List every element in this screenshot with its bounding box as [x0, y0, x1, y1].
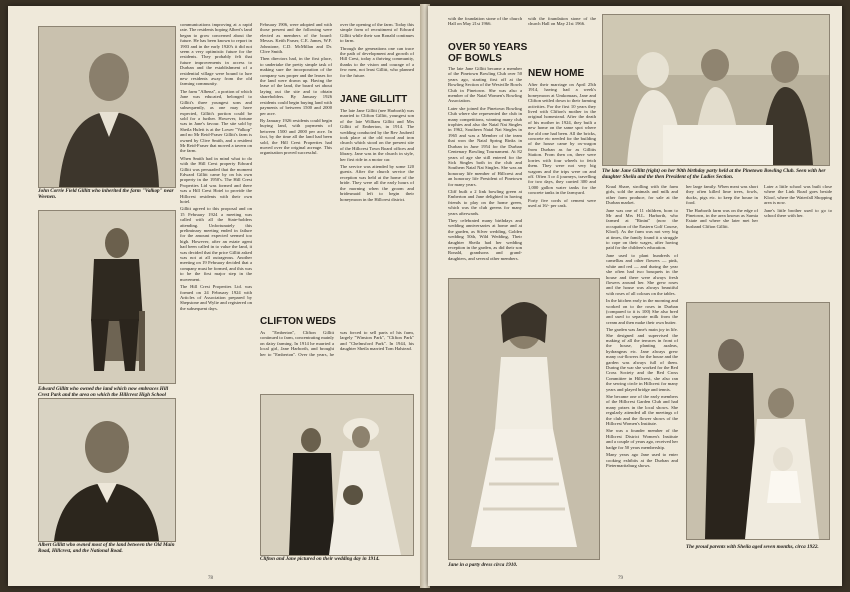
paragraph: As "Emberton", Clifton Gillitt continued to farm, concentrating mainly on dairy farming. In 1914 he married a local girl, Jane Harborth, and brought her to "Emberton". Over the years, he was forced to sell parts of his farm, largely "Winston Park", "Clifton Park" and "Chelmsford Park". In 1944, his daughter Sheila married Tom Halstead. — [260, 330, 414, 357]
paragraph: with the foundation stone of the church Hall on May 21st 1966. — [528, 16, 596, 27]
paragraph: Jane used to plant hundreds of camellias and other flowers — pink, white and red — and during the year she often had two bouquets in the house and there were always fresh flowers around her. She grew roses and the house was always beautiful with roses of all colours on the tables. — [606, 252, 678, 296]
paragraph: The farm "Albena", a portion of which Jane was educated, belonged to Gillitt's three youngest sons and subsequently, as one may have expected, Gillitt's portion could be sold for a further. However, fortune was in Jane's favour. The site sold by Sheila Hulett is at the Lower "Valkop" and no Mr Reid-Fraser Gillitt's farm is owned by Clive Smith, and a resident Mr Reid-Fraser that moved a tavern on the farm. — [180, 88, 252, 154]
paragraph: Later she joined the Pinetown Bowling Club where she represented the club in many competitions, winning many club trophies and also the Natal Nat Singles in 1962, Southern Natal Nat Singles in 1965 and was a Member of the team that won the Natal Spring Rinks in Durban in June 1954 for the Durban Centenary Bowling Tournament. At 82 years of age she still entered for the Sick Singles both in the club and Southern Natal Nat Singles. She was an honorary life member of Hillcrest and an honorary life President of Pinetown for many years. — [448, 105, 522, 187]
paragraph: with the foundation stone of the church Hall on May 21st 1966. — [448, 16, 522, 27]
paragraph: over the opening of the farm. Today this simple form of recruitment of Edward Gillitt while their son Ronald continues to farm. — [340, 22, 414, 44]
photo-wedding — [260, 394, 414, 556]
paragraph: The Hill Crest Properties Ltd. was formed on 24 February 1924 with Articles of Association prepared by Shepstone and Wylie and registered on the subsequent days. — [180, 284, 252, 311]
paragraph: She was a founder member of the Hillcrest District Women's Institute and a couple of years ago, received her badge for 50 years membership. — [606, 428, 678, 450]
left-column-3 — [260, 22, 332, 322]
right-column-1 — [448, 16, 522, 38]
paragraph: By January 1926 residents could begin buying land, with payments of between 1500 and 2000 per acre. In fact, by the time all the land had been sold, the Hill Crest Properties had moved over the original acreage. This organisation proved successful. — [260, 117, 332, 156]
right-column-1b — [448, 66, 522, 276]
photo-john-gillitt — [38, 26, 176, 188]
right-column-2 — [528, 16, 596, 72]
paragraph: her large family. When meat was short they often killed lime trees, fowls, ducks, pigs etc. to keep the house in food. — [686, 184, 758, 206]
caption-john: John Corrie Field Gillitt who inherited the farm "Valkop" near Weenen. — [38, 188, 174, 201]
paragraph: Later a little school was built close where the Link Road goes beside Kloof, where the Waterfall Shopping area is now. — [764, 184, 832, 206]
photo-albert-gillitt — [38, 398, 176, 542]
heading-clifton-weds: CLIFTON WEDS — [260, 316, 336, 327]
caption-party: The late Jane Gillitt (right) on her 90th birthday party held at the Pinetown Bowling Club. Seen with her daughter Sheila and the then President of the Ladies Section. — [602, 168, 826, 181]
paragraph: The service was attended by some 120 guests. After the church service the reception was held at the home of the bride. They were all the early hours of the morning when the groom and bridesmaid left to begin their honeymoon in the Hillcrest district. — [340, 164, 414, 202]
caption-wedding: Clifton and Jane pictured on their wedding day in 1914. — [260, 556, 380, 562]
paragraph: In the kitchen early in the morning and worked on to the roses in Durban (compared to it is 100) She also bred and used to separate milk from the cream and then make their own butter. — [606, 298, 678, 325]
paragraph: The late Jane Gillitt became a member of the Pinetown Bowling Club over 50 years ago, starting first off at the Bowling Section of the Westville Bowls Club in Pinetown. She was also a member of the Natal Women's Bowling Association. — [448, 66, 522, 104]
paragraph: She became one of the early members of the Hillcrest Garden Club and had many prizes in the local shows. She regularly attended all the meetings of the club and the flower shows of the Hillcrest Women's Institute. — [606, 394, 678, 427]
heading-over-50-years-of-bowls: OVER 50 YEARS OF BOWLS — [448, 42, 528, 64]
heading-new-home: NEW HOME — [528, 68, 585, 79]
paragraph: Gillitt agreed to this proposal and on 15 February 1924 a meeting was called with all the State-holders attending. Unfortunately this preliminary meeting ended in failure for the amount expected seemed too high. However, after an estate agent had been called in to value the land, it was decided that the price Gillitt asked was not at all outrageous. Another meeting on 19 February decided that a company must be formed, and this was to be the first major step in the movement. — [180, 206, 252, 282]
paragraph: Kraal Share, strolling with the farm girls, sold the animals and milk and other farm produce, for sale at the Durban market. — [606, 184, 678, 206]
paragraph: Through the generations one can trace the path of development and growth of Hill Crest, today a thriving community, thanks to the vision and courage of a few men, not least Gillitt, who planned for the future. — [340, 45, 414, 78]
paragraph: They celebrated many birthdays and wedding anniversaries at home and at the garden, as Silver wedding, Golden wedding 50th, Wild Wedding, Their daughter Sheila had her wedding reception in the garden, as did their son Ronald, grandsons and grand-daughters, and several other members. — [448, 217, 522, 261]
caption-albert: Albert Gillitt who owned most of the land between the Old Main Road, Hillcrest, and the National Road. — [38, 542, 175, 555]
paragraph: The garden was Jane's main joy in life. She designed and supervised the making of all the terraces in front of the house, planting azaleas, hydrangeas etc. Jane always grew many cut-flowers for the house and the garden was always full of them. During the war she worked for the Red Cross Society and the Red Cross Committee in Hillcrest, she also ran the sewing circle in Hillcrest for many years and played bridge and tennis. — [606, 327, 678, 392]
paragraph: communications improving at a rapid rate. The residents hoping Albert's land began to grow concerned about the future. He has been known to report in 1903 and in the early 1920's it did not seem a very optimistic future for the residents. They probably felt that future improvements in access to Durban and the establishment of a residential village were bound to lure new residents away from the old farming community. — [180, 22, 252, 87]
paragraph: The Harborth farm was on the edge of Pinetown, in the area known as Sarnia Estate and where she later met her husband Clifton Gillitt. — [686, 207, 758, 229]
page-number-right: 79 — [618, 576, 623, 581]
paragraph: February 1906, were adopted and with those present and the following were elected as members of the board: Messrs. Keith Fraser, C.E. James, W.F. Johnstone, C.D. McMillan and Dr. Clive Smith. — [260, 22, 332, 55]
paragraph: Jane's little brother used to go to school there with her. — [764, 207, 832, 219]
right-page — [428, 6, 842, 586]
caption-jane-dress: Jane in a party dress circa 1910. — [448, 562, 518, 568]
page-number-left: 78 — [208, 576, 213, 581]
right-column-2b — [528, 82, 596, 276]
left-column-4 — [340, 22, 414, 88]
right-column-3 — [606, 184, 678, 576]
left-column-4b — [340, 108, 414, 324]
caption-parents: The proud parents with Sheila aged seven months, circa 1922. — [686, 544, 819, 550]
paragraph: Many years ago Jane used to enter cooking exhibits at the Durban and Pietermaritzburg shows. — [606, 452, 678, 468]
left-column-2 — [180, 22, 252, 574]
photo-jane-party-dress — [448, 278, 600, 560]
paragraph: Cliff built a 2 link bowling green at Emberton and Jane delighted in having friends to play on the home green, which was the club greens for many years afterwards. — [448, 188, 522, 216]
right-column-4 — [686, 184, 758, 292]
photo-edward-gillitt — [38, 210, 176, 384]
left-page — [8, 6, 422, 586]
photo-proud-parents — [686, 302, 830, 540]
photo-birthday-party — [602, 14, 830, 166]
paragraph: Forty five cords of cement were used at 16/- per cask. — [528, 197, 596, 208]
right-column-5 — [764, 184, 832, 292]
paragraph: Then directors had, in the first place, to undertake the pretty simple task of making sure the incorporation of the company was proper and the leases for the land were drawn up. Having the lease of the land, the board set about laying out the site and to obtain shareholders. By January 1926 residents could begin buying land with payments of between 1500 and 2000 per acre. — [260, 56, 332, 116]
heading-jane-gillitt: JANE GILLITT — [340, 94, 408, 105]
caption-edward: Edward Gillitt who owned the land which now embraces Hill Crest Park and the area on which the Hillcrest High School — [38, 386, 169, 399]
paragraph: When Smith had in mind what to do with the Hill Crest property Edward Gillitt was persuaded that the moment Edward Gillitt came by on his own property in the 1950's. The Hill Crest Properties Ltd was formed and there was a Hill Crest Hotel to provide the Hillcrest residents with their own hotel. — [180, 155, 252, 204]
paragraph: The late Jane Gillitt (nee Harborth) was married to Clifton Gillitt, youngest son of the late William Gillitt and Mrs Gillitt of Emberton, in 1914. The wedding conducted by the Rev Joubertl took place at the old wood and iron church which stood on the present site of the Hillcrest Town Board offices and library. Jane was in the church in style, her first ride in a motor car. — [340, 108, 414, 162]
paragraph: Jane was one of 11 children, born to Mr and Mrs H.L. Harborth, who farmed at "Rinini" (now the occupation of the Eastern Golf Course, Kloof). As the farm was not very big at times, the family found it a struggle to cope on their wages, after having paid for the children's education. — [606, 207, 678, 251]
paragraph: After their marriage on April 25th 1914, having had a week's honeymoon at Umkomaas, Jane and Clifton settled down to their farming activities. For the first 10 years they lived with Clifton's mother in the original homestead. After the death of his mother in 1924, they built a new home on the same spot where the old one had been. All the bricks, concrete etc needed for the building of the house came by ox-wagon from Durban as far as Gillitts Station. From then on, there were lorries with four wheels to fetch them. They were not very big wagons and the trips were on and off. Often 3 or 4 journeys, travelling for two days, they carried 300 and 1,000 gallon water tanks for the concrete tanks in the farmyard. — [528, 82, 596, 196]
